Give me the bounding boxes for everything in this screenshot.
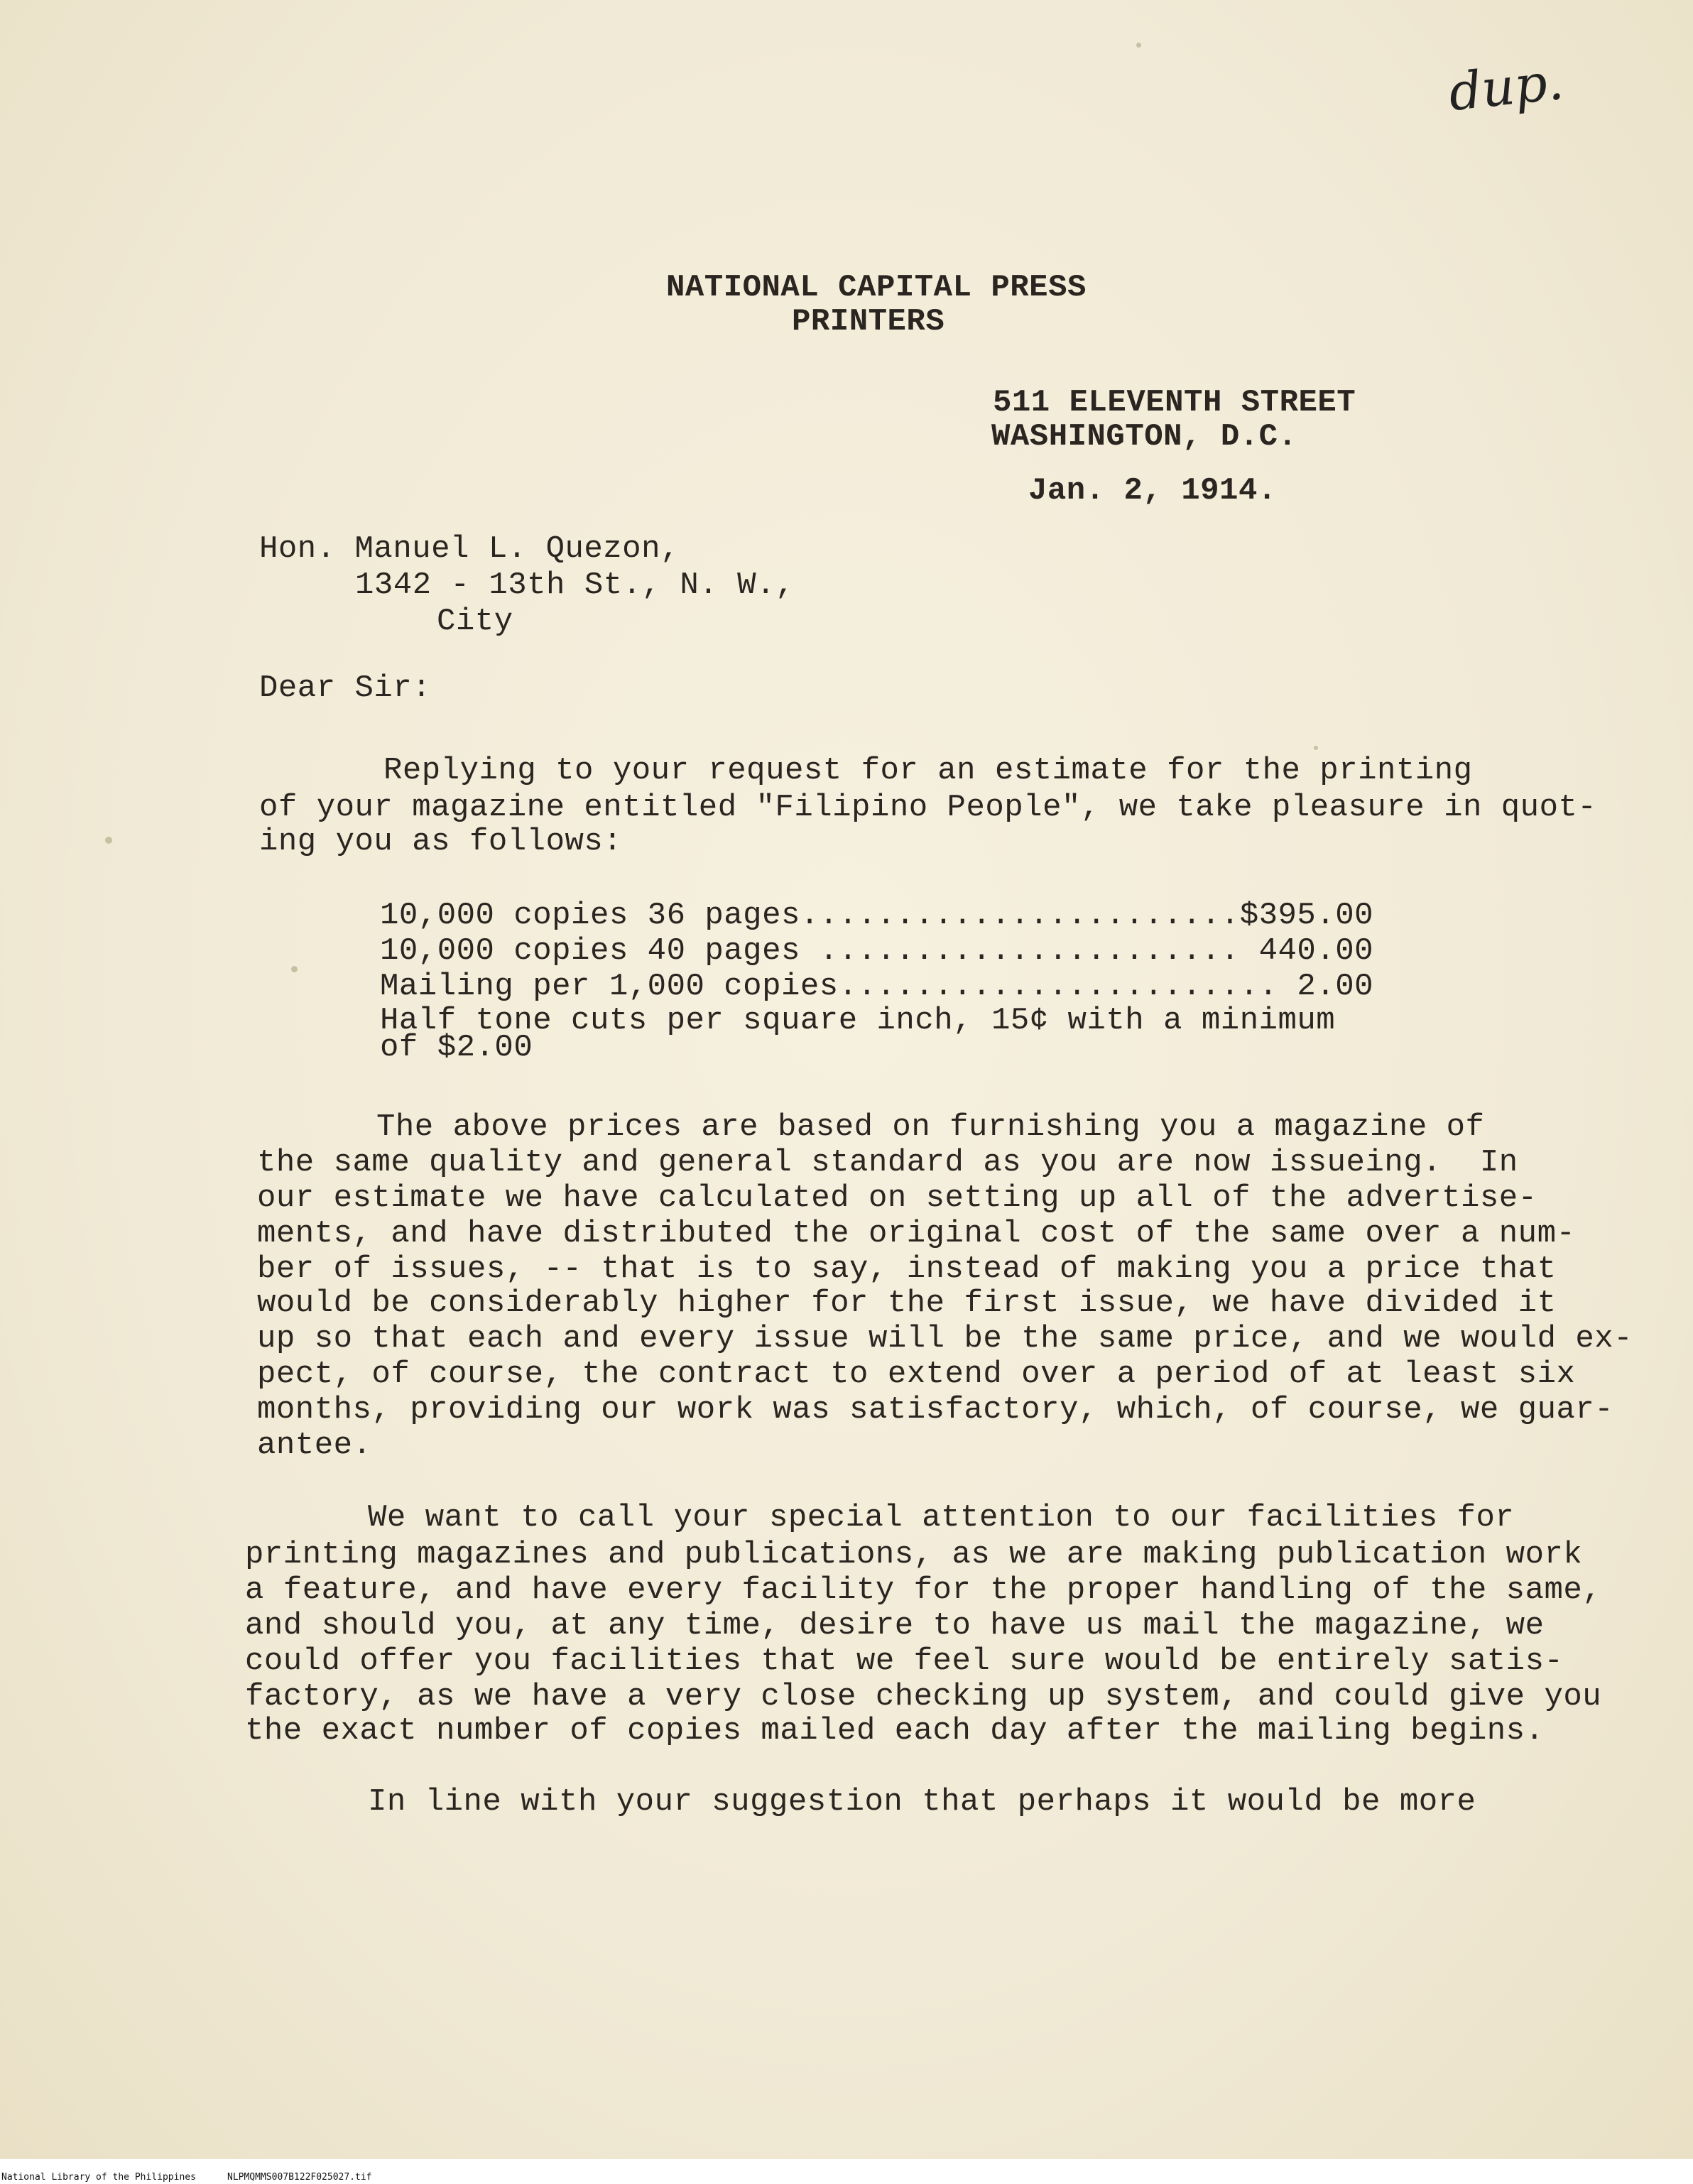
footer-library: National Library of the Philippines: [1, 2172, 196, 2183]
quote-line: Mailing per 1,000 copies....................... 2.00: [380, 969, 1374, 1004]
text-line: up so that each and every issue will be the same price, and we would ex-: [257, 1321, 1633, 1357]
recipient-name: Hon. Manuel L. Quezon,: [259, 531, 680, 567]
salutation: Dear Sir:: [259, 670, 432, 706]
quote-line: of $2.00: [380, 1030, 533, 1065]
text-line: pect, of course, the contract to extend over a period of at least six: [257, 1357, 1576, 1392]
text-line: the exact number of copies mailed each day after the mailing begins.: [245, 1713, 1545, 1749]
text-line: months, providing our work was satisfactory, which, of course, we guar-: [257, 1392, 1614, 1428]
text-line: ber of issues, -- that is to say, instead of making you a price that: [257, 1251, 1557, 1287]
recipient-city: City: [437, 604, 513, 639]
letterhead-subtitle: PRINTERS: [792, 304, 945, 339]
sender-city: WASHINGTON, D.C.: [991, 419, 1297, 455]
text-line: a feature, and have every facility for the proper handling of the same,: [245, 1572, 1602, 1608]
sender-street: 511 ELEVENTH STREET: [993, 385, 1356, 420]
text-line: antee.: [257, 1428, 372, 1463]
text-line: the same quality and general standard as you are now issueing. In: [257, 1145, 1518, 1180]
letterhead-company: NATIONAL CAPITAL PRESS: [666, 270, 1087, 305]
quote-line: 10,000 copies 36 pages.......................$395.00: [380, 898, 1374, 933]
text-line: and should you, at any time, desire to have us mail the magazine, we: [245, 1608, 1545, 1644]
text-line: factory, as we have a very close checking up system, and could give you: [245, 1679, 1602, 1715]
quote-line: 10,000 copies 40 pages ...................... 440.00: [380, 933, 1374, 969]
closing-paragraph-line: In line with your suggestion that perhaps it would be more: [368, 1784, 1476, 1820]
paper-speck: [1136, 43, 1141, 48]
handwritten-annotation: dup.: [1446, 50, 1567, 123]
text-line: our estimate we have calculated on setting up all of the advertise-: [257, 1180, 1537, 1216]
paper-speck: [1314, 746, 1318, 750]
text-line: ments, and have distributed the original cost of the same over a num-: [257, 1216, 1576, 1251]
text-line: printing magazines and publications, as we are making publication work: [245, 1537, 1583, 1572]
text-line: We want to call your special attention to our facilities for: [368, 1500, 1515, 1536]
paper-speck: [105, 837, 112, 844]
footer-filename: NLPMQMMS007B122F025027.tif: [227, 2172, 372, 2183]
recipient-address: 1342 - 13th St., N. W.,: [355, 567, 795, 603]
text-line: would be considerably higher for the first issue, we have divided it: [257, 1286, 1557, 1321]
letter-date: Jan. 2, 1914.: [1028, 473, 1277, 509]
text-line: of your magazine entitled "Filipino People", we take pleasure in quot-: [259, 790, 1597, 825]
quote-line: Half tone cuts per square inch, 15¢ with a minimum: [380, 1003, 1336, 1038]
text-line: ing you as follows:: [259, 824, 623, 859]
paper-speck: [291, 966, 298, 972]
text-line: Replying to your request for an estimate for the printing: [383, 753, 1473, 788]
text-line: could offer you facilities that we feel sure would be entirely satis-: [245, 1644, 1564, 1679]
scan-footer: [0, 2159, 1693, 2184]
text-line: The above prices are based on furnishing you a magazine of: [376, 1109, 1485, 1145]
